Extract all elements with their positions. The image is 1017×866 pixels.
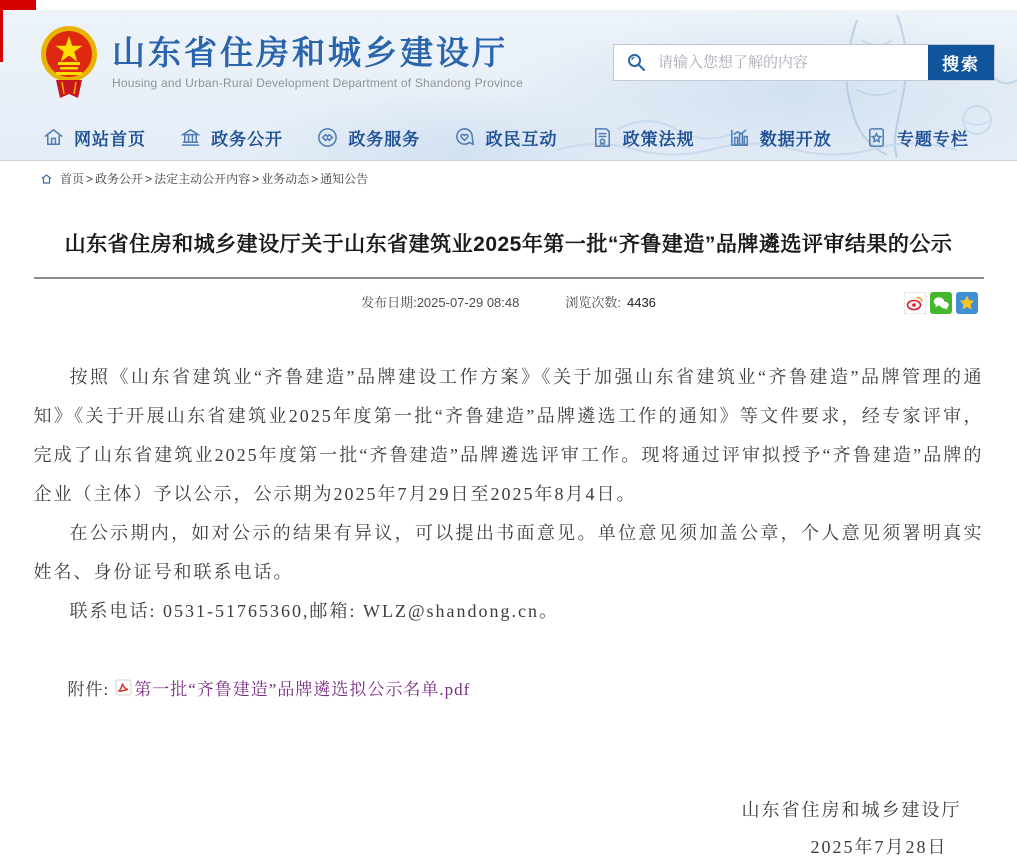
signature-date: 2025年7月28日 bbox=[810, 837, 948, 857]
signature-organization: 山东省住房和城乡建设厅 bbox=[741, 800, 962, 820]
publish-date-label: 发布日期: bbox=[361, 295, 417, 310]
search-button[interactable]: 搜索 bbox=[928, 45, 994, 80]
qzone-icon[interactable] bbox=[956, 292, 978, 314]
views-label: 浏览次数: bbox=[565, 295, 621, 310]
attachment-link[interactable]: 第一批“齐鲁建造”品牌遴选拟公示名单.pdf bbox=[134, 680, 471, 699]
search-icon bbox=[614, 45, 658, 80]
main-navigation bbox=[0, 114, 1017, 160]
nav-label: 政民互动 bbox=[485, 129, 558, 149]
header-top bbox=[0, 10, 1017, 114]
weibo-icon[interactable] bbox=[904, 292, 926, 314]
site-brand bbox=[112, 34, 523, 91]
nav-item-gov-disclosure[interactable] bbox=[179, 125, 283, 150]
nav-item-policies[interactable] bbox=[591, 125, 695, 150]
top-strip bbox=[0, 0, 1017, 10]
national-emblem-logo bbox=[40, 24, 98, 100]
contact-paragraph: 联系电话: 0531-51765360,邮箱: WLZ@shandong.cn。 bbox=[69, 601, 560, 621]
nav-item-home[interactable] bbox=[42, 125, 146, 150]
search-input[interactable] bbox=[658, 45, 928, 80]
breadcrumb-item-business-updates[interactable]: 业务动态 bbox=[261, 172, 310, 186]
nav-label: 政务公开 bbox=[211, 129, 284, 149]
breadcrumb-item-notices[interactable]: 通知公告 bbox=[320, 172, 369, 186]
breadcrumb-separator: > bbox=[145, 171, 153, 186]
breadcrumb-item-gov-disclosure[interactable]: 政务公开 bbox=[95, 172, 144, 186]
search-box bbox=[613, 44, 995, 81]
attachment-label: 附件: bbox=[67, 680, 110, 699]
government-building-icon bbox=[179, 126, 202, 149]
nav-item-public-interaction[interactable] bbox=[453, 125, 557, 150]
nav-label: 数据开放 bbox=[759, 129, 832, 149]
red-edge-decoration bbox=[0, 0, 3, 62]
signature-block bbox=[34, 792, 984, 866]
nav-label: 政务服务 bbox=[348, 129, 421, 149]
law-document-icon bbox=[591, 126, 614, 149]
bar-chart-icon bbox=[728, 126, 751, 149]
title-divider bbox=[34, 277, 984, 279]
wechat-icon[interactable] bbox=[930, 292, 952, 314]
breadcrumb-separator: > bbox=[86, 171, 94, 186]
nav-item-open-data[interactable] bbox=[728, 125, 832, 150]
pdf-file-icon bbox=[115, 679, 132, 696]
site-title: 山东省住房和城乡建设厅 bbox=[112, 33, 508, 71]
article-meta bbox=[34, 292, 984, 316]
nav-item-special-topics[interactable] bbox=[865, 125, 969, 150]
heart-chat-icon bbox=[453, 126, 476, 149]
star-page-icon bbox=[865, 126, 888, 149]
breadcrumb bbox=[0, 161, 1017, 194]
nav-item-gov-services[interactable] bbox=[316, 125, 420, 150]
attachment-row bbox=[34, 675, 984, 700]
nav-label: 专题专栏 bbox=[896, 129, 969, 149]
breadcrumb-item-home[interactable]: 首页 bbox=[60, 172, 85, 186]
nav-label: 网站首页 bbox=[74, 129, 146, 149]
paragraph: 在公示期内，如对公示的结果有异议，可以提出书面意见。单位意见须加盖公章，个人意见须署明真实姓名、身份证号和联系电话。 bbox=[33, 523, 984, 582]
article-title: 山东省住房和城乡建设厅关于山东省建筑业2025年第一批“齐鲁建造”品牌遴选评审结果的公示 bbox=[64, 233, 953, 256]
breadcrumb-separator: > bbox=[252, 171, 260, 186]
breadcrumb-item-statutory-disclosure[interactable]: 法定主动公开内容 bbox=[154, 172, 251, 186]
breadcrumb-separator: > bbox=[311, 171, 319, 186]
red-corner-decoration bbox=[0, 0, 36, 10]
share-buttons bbox=[904, 292, 978, 314]
paragraph: 按照《山东省建筑业“齐鲁建造”品牌建设工作方案》《关于加强山东省建筑业“齐鲁建造”品牌管理的通知》《关于开展山东省建筑业2025年度第一批“齐鲁建造”品牌遴选工作的通知》等文件要求，经专家评审，完成了山东省建筑业2025年度第一批“齐鲁建造”品牌遴选评审工作。现将通过评审拟授予“齐鲁建造”品牌的企业（主体）予以公示，公示期为2025年7月29日至2025年8月4日。 bbox=[33, 367, 984, 504]
article-container bbox=[34, 228, 984, 866]
article-body bbox=[34, 358, 984, 631]
home-icon bbox=[42, 126, 65, 149]
views-count: 4436 bbox=[626, 295, 656, 310]
handshake-icon bbox=[316, 126, 339, 149]
site-header bbox=[0, 10, 1017, 161]
publish-date-value: 2025-07-29 08:48 bbox=[416, 295, 520, 310]
breadcrumb-home-icon bbox=[40, 173, 53, 185]
site-subtitle: Housing and Urban-Rural Development Department of Shandong Province bbox=[112, 76, 523, 91]
nav-label: 政策法规 bbox=[622, 129, 695, 149]
